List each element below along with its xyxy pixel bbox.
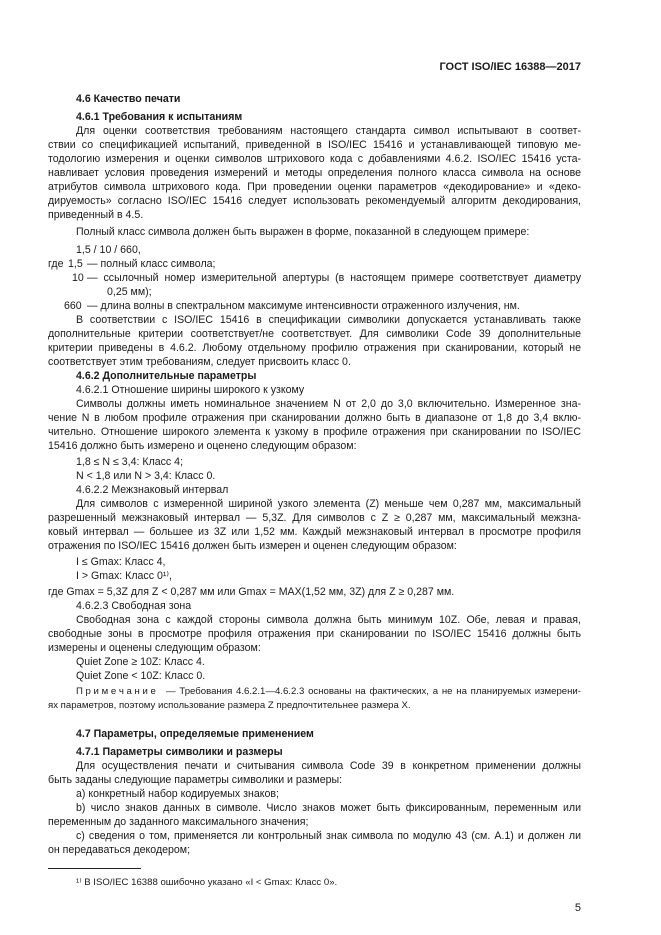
section-4-6-2-2-heading: 4.6.2.2 Межзнаковый интервал (76, 484, 229, 496)
grade-rule: Quiet Zone < 10Z: Класс 0. (76, 670, 206, 682)
legend-text: — длина волны в спектральном максимуме интенсивности отраженного излучения, нм. (87, 300, 520, 312)
example-value: 1,5 / 10 / 660, (76, 244, 141, 256)
paragraph-line: Свободная зона с каждой стороны символа должна быть минимум 10Z. Обе, левая и правая, (76, 614, 581, 626)
paragraph-line: ствии со спецификацией испытаний, приведенной в ISO/IEC 15416 и устанавливающей типовую ме- (48, 139, 581, 151)
paragraph-line: Для осуществления печати и считывания символа Code 39 в конкретном применении должны (76, 760, 581, 772)
paragraph-line: тодологию измерения и оценки символов штрихового кода с добавлениями 4.6.2. ISO/IEC 15416 уста- (48, 153, 581, 165)
paragraph-line: измерены и оценены следующим образом: (48, 642, 261, 654)
note-text: ях параметров, поэтому использование размера Z предпочтительнее размера X. (48, 700, 411, 711)
paragraph-line: разрешенный межзнаковый интервал — 5,3Z. Для символов с Z ≥ 0,287 мм, максимальный межзна- (48, 512, 581, 524)
paragraph-line: критерии приведены в 4.6.2. Любому отдельному профилю отражения при сканировании, который не (48, 342, 581, 354)
page-header: ГОСТ ISO/IEC 16388—2017 (439, 61, 581, 73)
grade-rule: I > Gmax: Класс 0¹⁾, (76, 570, 172, 582)
list-item: с) сведения о том, применяется ли контрольный знак символа по модулю 43 (см. А.1) и должен ли (76, 830, 581, 842)
paragraph-line: 15416 должно быть измерено и оценено следующим образом: (48, 440, 357, 452)
list-item: b) число знаков данных в символе. Число знаков может быть фиксированным, переменным или (76, 802, 581, 814)
section-4-6-2-3-heading: 4.6.2.3 Свободная зона (76, 600, 192, 612)
section-4-6-1-heading: 4.6.1 Требования к испытаниям (76, 111, 243, 123)
paragraph-line: отражения по ISO/IEC 15416 должен быть измерен и оценен следующим образом: (48, 540, 457, 552)
paragraph-line: ковый интервал — большее из 3Z или 1,52 мм. Каждый межзнаковый интервал в просмотре профиля (48, 526, 581, 538)
paragraph-line: чительно. Отношение широкого элемента к узкому в профиле отражения при сканировании по ISO/IEC (48, 426, 581, 438)
section-4-6-heading: 4.6 Качество печати (76, 93, 181, 105)
paragraph-line: Символы должны иметь номинальное значением N от 2,0 до 3,0 включительно. Измеренное зна- (76, 398, 581, 410)
page-number: 5 (574, 902, 581, 914)
legend-value: 660 (64, 300, 82, 312)
paragraph-line: атрибутов символа штрихового кода. При проведении оценки параметров «декодирование» и «деко- (48, 181, 581, 193)
list-item: он передаваться декодером; (48, 844, 191, 856)
paragraph-line: свободные зоны в просмотре профиля отражения при сканировании по ISO/IEC 15416 должны быть (48, 628, 581, 640)
list-item: переменным до заданного максимального значения; (48, 816, 309, 828)
where-label: где (48, 258, 64, 270)
grade-rule: I ≤ Gmax: Класс 4, (76, 556, 166, 568)
paragraph-line: Полный класс символа должен быть выражен в форме, показанной в следующем примере: (76, 226, 530, 238)
section-4-6-2-heading: 4.6.2 Дополнительные параметры (76, 370, 257, 382)
paragraph-line: чение N в любом профиле отражения при сканировании должно быть в диапазоне от 1,8 до 3,4 вклю- (48, 412, 581, 424)
legend-value: 10 (72, 272, 84, 284)
grade-rule: 1,8 ≤ N ≤ 3,4: Класс 4; (76, 456, 184, 468)
paragraph-line: соответствует этим требованиям, следует присвоить класс 0. (48, 356, 351, 368)
section-4-7-heading: 4.7 Параметры, определяемые применением (76, 728, 314, 740)
section-4-6-2-1-heading: 4.6.2.1 Отношение ширины широкого к узкому (76, 384, 305, 396)
section-4-7-1-heading: 4.7.1 Параметры символики и размеры (76, 746, 283, 758)
paragraph-line: Для оценки соответствия требованиям настоящего стандарта символ испытывают в соответ- (76, 125, 581, 137)
legend-value: 1,5 (68, 258, 83, 270)
gmax-definition: где Gmax = 5,3Z для Z < 0,287 мм или Gmax = MAX(1,52 мм, 3Z) для Z ≥ 0,287 мм. (48, 586, 455, 598)
list-item: а) конкретный набор кодируемых знаков; (76, 788, 279, 800)
footnote-divider (48, 868, 141, 869)
paragraph-line: дополнительные критерии соответствует/не соответствует. Для символики Code 39 дополнительные (48, 328, 581, 340)
paragraph-line: быть заданы следующие параметры символики и размеры: (48, 774, 343, 786)
grade-rule: Quiet Zone ≥ 10Z: Класс 4. (76, 656, 205, 668)
legend-text: — ссылочный номер измерительной апертуры (в настоящем примере соответствует диаметру (87, 272, 581, 284)
paragraph-line: В соответствии с ISO/IEC 15416 в спецификации символики допускается устанавливать также (76, 314, 581, 326)
grade-rule: N < 1,8 или N > 3,4: Класс 0. (76, 470, 216, 482)
note-text: — Требования 4.6.2.1—4.6.2.3 основаны на фактических, а не на планируемых измерени- (166, 686, 581, 697)
paragraph-line: Для символов с измеренной шириной узкого элемента (Z) меньше чем 0,287 мм, максимальный (76, 498, 581, 510)
paragraph-line: дируемость» согласно ISO/IEC 15416 следует использовать рекомендуемый алгоритм декодирования, (48, 195, 581, 207)
footnote: ¹⁾ В ISO/IEC 16388 ошибочно указано «I < Gmax: Класс 0». (76, 877, 338, 888)
note-label: П р и м е ч а н и е (76, 686, 156, 697)
paragraph-line: приведенный в 4.5. (48, 209, 144, 221)
legend-text: — полный класс символа; (87, 258, 216, 270)
paragraph-line: навливает условия проведения измерений и методы определения полного класса символа на основе (48, 167, 581, 179)
legend-text: 0,25 мм); (107, 286, 152, 298)
